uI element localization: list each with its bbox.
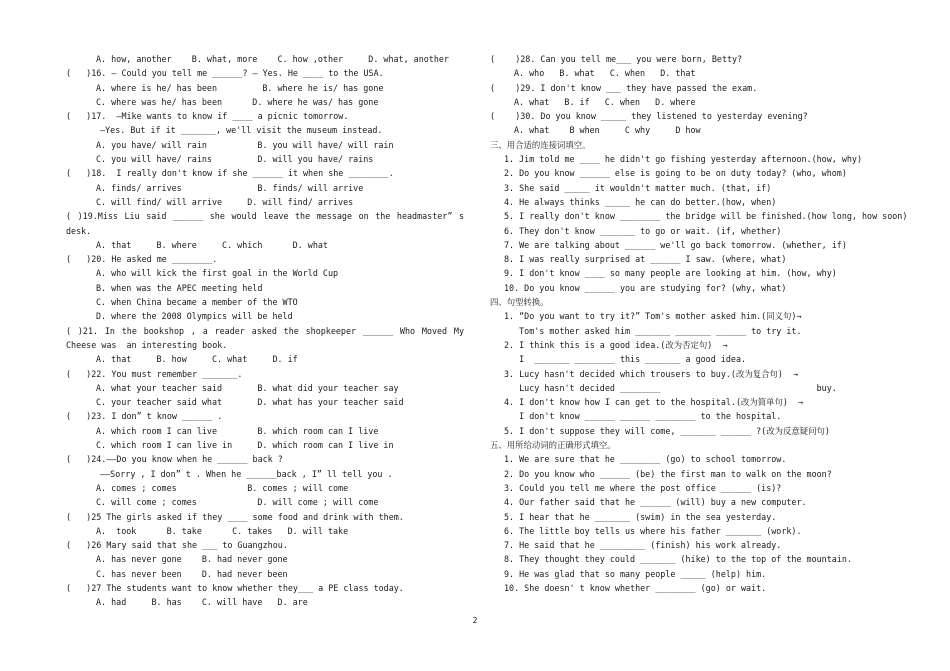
exercise-line: 2. I think this is a good idea.(改为否定句) →	[504, 339, 728, 350]
question-line: ( )16. — Could you tell me ______? — Yes. He ____ to the USA.	[66, 68, 384, 79]
exercise-line: Tom's mother asked him _______ _______ ______ to try it.	[504, 325, 802, 336]
question-line: ( )27 The students want to know whether they___ a PE class today.	[66, 582, 404, 593]
question-line: C. your teacher said what D. what has your teacher said	[96, 397, 404, 408]
question-line: ( )26 Mary said that she ___ to Guangzhou.	[66, 540, 288, 551]
question-line: A. comes ; comes B. comes ; will come	[96, 482, 349, 493]
exercise-line: 7. He said that he _________ (finish) his work already.	[504, 540, 782, 551]
question-line: ( )19.Miss Liu said ______ she would leave the message on the headmaster” s	[66, 211, 464, 222]
exercise-line: 5. I hear that he _______ (swim) in the sea yesterday.	[504, 511, 777, 522]
question-line: ( )23. I don” t know ______ .	[66, 411, 223, 422]
page-number: 2	[472, 616, 478, 625]
question-line: ——Sorry , I don” t . When he ______back , I” ll tell you .	[90, 468, 393, 479]
question-line: A. where is he/ has been B. where he is/ has gone	[96, 82, 384, 93]
exercise-line: 5. I don't suppose they will come, _______ ______ ?(改为反意疑问句)	[504, 425, 830, 436]
question-line: —Yes. But if it _______, we'll visit the museum instead.	[90, 125, 383, 136]
exercise-line: ( )29. I don't know ___ they have passed the exam.	[490, 82, 758, 93]
exercise-line: 1. Jim told me ____ he didn't go fishing yesterday afternoon.(how, why)	[504, 154, 862, 165]
exercise-line: 10. She doesn' t know whether ________ (go) or wait.	[504, 582, 767, 593]
exercise-line: 2. Do you know ______ else is going to be on duty today? (who, whom)	[504, 168, 847, 179]
exercise-line: 9. He was glad that so many people _____ (help) him.	[504, 568, 767, 579]
exercise-line: 7. We are talking about ______ we'll go back tomorrow. (whether, if)	[504, 239, 847, 250]
exercise-line: A. who B. what C. when D. that	[514, 68, 696, 79]
exercise-line: I _______ ________ this _______ a good idea.	[504, 354, 747, 365]
question-line: A. that B. how C. what D. if	[96, 354, 298, 365]
question-line: C. you will have/ rains D. will you have/ rains	[96, 154, 374, 165]
exercise-line: I don't know ______ ______ ________ to the hospital.	[504, 411, 782, 422]
question-line: ( )17. —Mike wants to know if ____ a picnic tomorrow.	[66, 111, 349, 122]
question-line: ( )24.——Do you know when he ______ back ?	[66, 454, 283, 465]
question-line: A. has never gone B. had never gone	[96, 554, 288, 565]
exercise-line: 2. Do you know who ______ (be) the first man to walk on the moon?	[504, 468, 832, 479]
exercise-line: Lucy hasn't decided ________ buy.	[504, 382, 837, 393]
exercise-line: 3. Lucy hasn't decided which trousers to buy.(改为复合句) →	[504, 368, 798, 379]
question-line: A. took B. take C. takes D. will take	[96, 525, 349, 536]
exercise-line: 4. I don't know how I can get to the hospital.(改为简单句) →	[504, 397, 804, 408]
question-line: A. you have/ will rain B. you will have/ will rain	[96, 139, 394, 150]
question-line: D. where the 2008 Olympics will be held	[96, 311, 293, 322]
exercise-line: A. what B when C why D how	[514, 125, 701, 136]
exercise-line: 4. He always thinks _____ he can do better.(how, when)	[504, 196, 777, 207]
question-line: C. will find/ will arrive D. will find/ arrives	[96, 196, 354, 207]
question-line: ( )25 The girls asked if they ____ some food and drink with them.	[66, 511, 404, 522]
exercise-line: A. what B. if C. when D. where	[514, 96, 696, 107]
exercise-line: 8. I was really surprised at ______ I saw. (where, what)	[504, 254, 787, 265]
exercise-line: 5. I really don't know ________ the bridge will be finished.(how long, how soon)	[504, 211, 908, 222]
exercise-line: 4. Our father said that he ______ (will) buy a new computer.	[504, 497, 807, 508]
question-line: A. what your teacher said B. what did your teacher say	[96, 382, 399, 393]
exercise-line: 3. She said _____ it wouldn't matter much. (that, if)	[504, 182, 772, 193]
question-line: C. will come ; comes D. will come ; will come	[96, 497, 379, 508]
exercise-line: 五、用所给动词的正确形式填空。	[490, 440, 616, 451]
exercise-line: 三、用合适的连接词填空。	[490, 139, 591, 150]
right-column	[490, 52, 910, 595]
exercise-line: 1. “Do you want to try it?” Tom's mother asked him.(同义句)→	[504, 311, 802, 322]
question-line: C. has never been D. had never been	[96, 568, 288, 579]
question-line: A. who will kick the first goal in the World Cup	[96, 268, 339, 279]
exercise-line: 6. The little boy tells us where his father _______ (work).	[504, 525, 802, 536]
left-column	[66, 52, 464, 610]
question-line: A. that B. where C. which D. what	[96, 239, 328, 250]
question-line: C. where was he/ has been D. where he was/ has gone	[96, 96, 379, 107]
exercise-line: 3. Could you tell me where the post office ______ (is)?	[504, 482, 782, 493]
question-line: Cheese was an interesting book.	[66, 339, 228, 350]
exercise-line: 1. We are sure that he ________ (go) to school tomorrow.	[504, 454, 787, 465]
question-line: desk.	[66, 225, 92, 236]
question-line: B. when was the APEC meeting held	[96, 282, 263, 293]
question-line: ( )22. You must remember _______.	[66, 368, 243, 379]
exercise-line: 8. They thought they could _______ (hike) to the top of the mountain.	[504, 554, 852, 565]
question-line: A. finds/ arrives B. finds/ will arrive	[96, 182, 364, 193]
exercise-line: 10. Do you know ______ you are studying for? (why, what)	[504, 282, 787, 293]
question-line: ( )20. He asked me ________.	[66, 254, 218, 265]
question-line: C. which room I can live in D. which room can I live in	[96, 440, 394, 451]
exercise-line: ( )28. Can you tell me___ you were born, Betty?	[490, 54, 743, 64]
question-line: C. when China became a member of the WTO	[96, 297, 298, 308]
question-line: A. which room I can live B. which room can I live	[96, 425, 379, 436]
exercise-line: 9. I don't know ____ so many people are looking at him. (how, why)	[504, 268, 837, 279]
exercise-line: 四、句型转换。	[490, 297, 549, 308]
question-line: ( )18. I really don't know if she ______ it when she ________.	[66, 168, 394, 179]
exercise-line: ( )30. Do you know _____ they listened to yesterday evening?	[490, 111, 808, 122]
question-line: A. had B. has C. will have D. are	[96, 597, 308, 608]
question-line: A. how, another B. what, more C. how ,other D. what, another	[96, 54, 449, 64]
exercise-line: 6. They don't know _______ to go or wait. (if, whether)	[504, 225, 782, 236]
question-line: ( )21. In the bookshop , a reader asked the shopkeeper ______ Who Moved My	[66, 325, 464, 336]
